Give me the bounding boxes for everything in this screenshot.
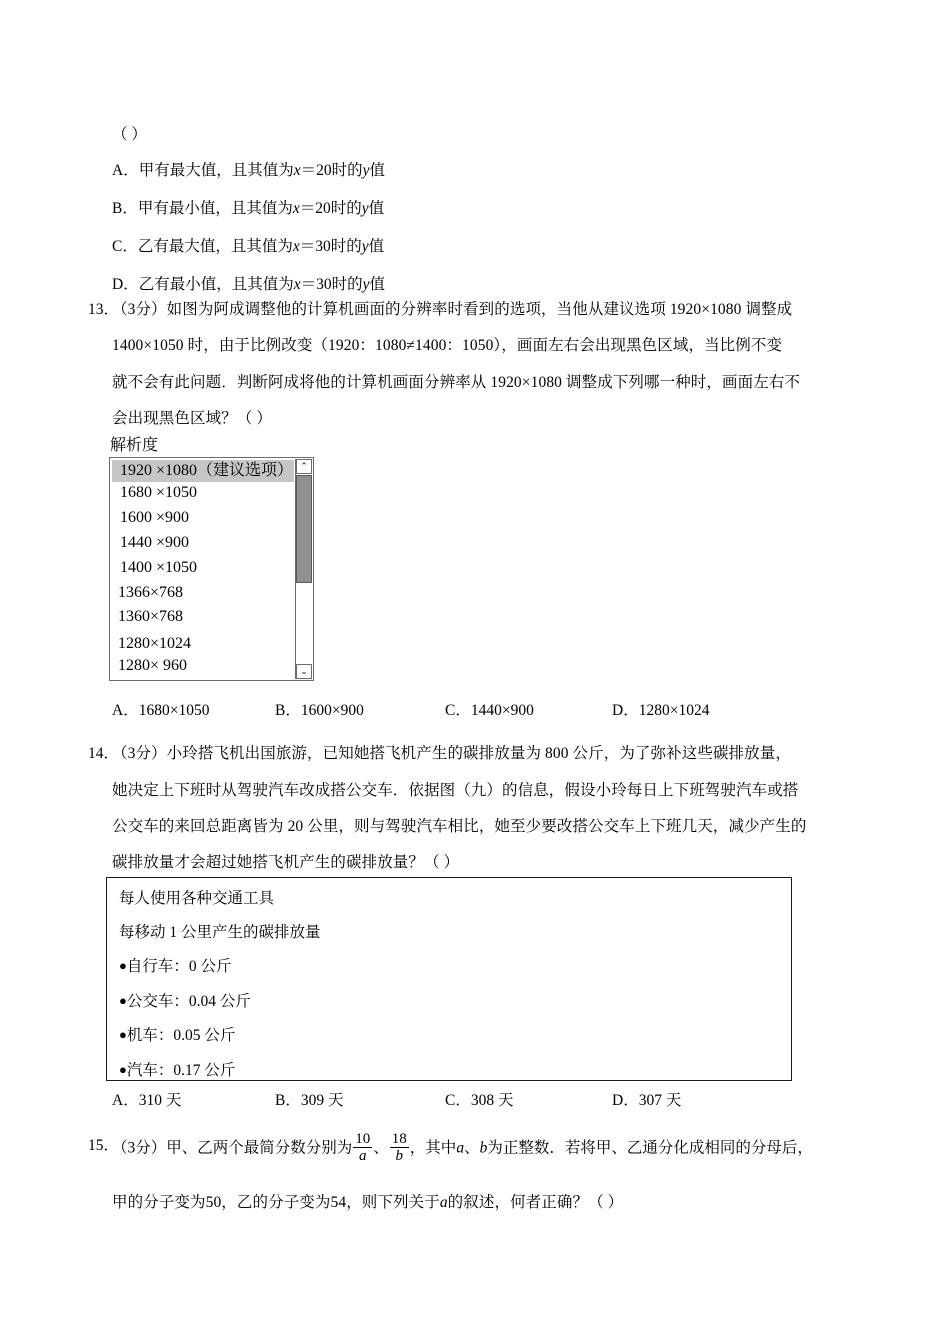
carbon-row-motorcycle-value: 0.05 公斤 — [173, 1027, 236, 1044]
scroll-up-arrow-icon[interactable]: ⌃ — [296, 459, 312, 474]
carbon-heading-line-2: 每移动 1 公里产生的碳排放量 — [119, 924, 321, 941]
resolution-item-1280x1024[interactable]: 1280×1024 — [118, 635, 192, 652]
q15-points: （3分） — [112, 1139, 167, 1157]
q15-line-1-part-1: 甲、乙两个最简分数分别为 — [166, 1139, 353, 1157]
q12-answer-parenthesis: （ ） — [112, 126, 147, 143]
q13-choice-b-label: B． — [275, 702, 301, 719]
q14-choice-d-text: 307 天 — [638, 1092, 682, 1109]
q14-number: 14． — [88, 745, 120, 762]
fraction-2-denominator: b — [390, 1147, 409, 1164]
scrollbar-thumb[interactable] — [296, 475, 312, 583]
q12-option-c-var-y: y — [361, 238, 369, 255]
carbon-heading-line-1: 每人使用各种交通工具 — [119, 890, 275, 907]
q12-option-c-pre: 乙有最大值，且其值为 — [137, 238, 293, 255]
q12-option-c-mid: ＝30时的 — [299, 238, 362, 255]
resolution-item-1280x960[interactable]: 1280× 960 — [118, 657, 188, 674]
carbon-row-bus-value: 0.04 公斤 — [188, 993, 251, 1010]
q12-option-a-label: A． — [112, 162, 139, 179]
q13-choice-d-label: D． — [612, 702, 639, 719]
q15-var-b: b — [479, 1139, 488, 1157]
q13-choice-d-text: 1280×1024 — [638, 702, 710, 719]
q13-choice-d[interactable] — [612, 698, 709, 720]
q13-line-3: 就不会有此问题．判断阿成将他的计算机画面分辨率从 1920×1080 调整成下列哪一种时，画面左右不 — [112, 374, 800, 391]
carbon-row-bicycle-value: 0 公斤 — [188, 958, 232, 975]
q12-option-a-mid: ＝20时的 — [300, 162, 363, 179]
resolution-item-1366x768[interactable]: 1366×768 — [118, 584, 184, 601]
resolution-item-1440x900[interactable]: 1440 ×900 — [120, 534, 190, 551]
q13-line-1 — [112, 300, 792, 320]
resolution-label: 解析度 — [110, 437, 159, 454]
q14-choice-a-label: A． — [112, 1092, 139, 1109]
q15-number: 15． — [88, 1137, 120, 1154]
q13-choice-a[interactable] — [112, 698, 209, 720]
q15-line-2 — [112, 1193, 623, 1213]
q12-option-d-post: 值 — [369, 276, 386, 293]
resolution-item-1360x768[interactable]: 1360×768 — [118, 608, 184, 625]
q13-line-2: 1400×1050 时，由于比例改变（1920：1080≠1400：1050），画面左右会出现黑色区域，当比例不变 — [112, 337, 783, 354]
carbon-row-motorcycle — [119, 1023, 235, 1045]
q12-option-d-pre: 乙有最小值，且其值为 — [138, 276, 294, 293]
carbon-emission-figure — [106, 877, 792, 1081]
resolution-item-1920x1080[interactable]: 1920 ×1080（建议选项） — [112, 460, 294, 482]
q12-option-b-mid: ＝20时的 — [299, 200, 362, 217]
q15-fraction-separator: 、 — [373, 1139, 389, 1157]
q14-choice-a[interactable] — [112, 1088, 181, 1110]
q12-option-d-var-x: x — [293, 276, 301, 293]
q15-line-1 — [112, 1133, 813, 1165]
q13-choice-a-label: A． — [112, 702, 139, 719]
q15-line-2-part-1: 甲的分子变为50，乙的分子变为54，则下列关于 — [112, 1194, 440, 1211]
bullet-icon: ● — [119, 1027, 127, 1042]
q13-choice-c-text: 1440×900 — [470, 702, 534, 719]
q12-option-a-pre: 甲有最大值，且其值为 — [138, 162, 294, 179]
q12-option-b-label: B． — [112, 200, 138, 217]
q13-choice-b[interactable] — [275, 698, 364, 720]
q12-option-b-post: 值 — [368, 200, 385, 217]
q14-choice-b-label: B． — [275, 1092, 301, 1109]
q14-line-3: 公交车的来回总距离皆为 20 公里，则与驾驶汽车相比，她至少要改搭公交车上下班几天，减少产生的 — [112, 818, 807, 835]
carbon-row-bus — [119, 989, 251, 1011]
q12-option-c-post: 值 — [368, 238, 385, 255]
carbon-row-bicycle — [119, 954, 232, 976]
bullet-icon: ● — [119, 958, 127, 973]
q14-choice-c-text: 308 天 — [470, 1092, 514, 1109]
q12-option-b-var-y: y — [361, 200, 369, 217]
q14-choice-d-label: D． — [612, 1092, 639, 1109]
q12-option-a-post: 值 — [369, 162, 386, 179]
q12-option-d-mid: ＝30时的 — [300, 276, 363, 293]
q12-option-b-pre: 甲有最小值，且其值为 — [137, 200, 293, 217]
fraction-10-over-a — [353, 1132, 372, 1164]
bullet-icon: ● — [119, 1062, 127, 1077]
q12-option-d[interactable] — [112, 272, 385, 294]
carbon-row-car-value: 0.17 公斤 — [173, 1062, 236, 1079]
carbon-row-bus-name: 公交车： — [126, 993, 189, 1010]
q13-line-4: 会出现黑色区域？（ ） — [112, 410, 272, 427]
q12-option-b-var-x: x — [292, 200, 300, 217]
q14-points: （3分） — [112, 745, 167, 762]
q13-number: 13． — [88, 301, 120, 318]
q15-line-2-var-a: a — [439, 1194, 448, 1211]
q14-line-1-text: 小玲搭飞机出国旅游，已知她搭飞机产生的碳排放量为 800 公斤，为了弥补这些碳排放量， — [166, 745, 791, 762]
q12-option-c[interactable] — [112, 234, 384, 256]
q15-line-2-part-2: 的叙述，何者正确？（ ） — [447, 1194, 624, 1211]
q14-line-4: 碳排放量才会超过她搭飞机产生的碳排放量？（ ） — [112, 854, 460, 871]
resolution-item-1680x1050[interactable]: 1680 ×1050 — [120, 484, 198, 501]
q15-var-a: a — [456, 1139, 465, 1157]
q14-choice-a-text: 310 天 — [138, 1092, 182, 1109]
q12-option-c-label: C． — [112, 238, 138, 255]
q13-choice-c[interactable] — [445, 698, 534, 720]
q13-choice-a-text: 1680×1050 — [138, 702, 210, 719]
fraction-18-over-b — [390, 1132, 409, 1164]
q13-choice-b-text: 1600×900 — [300, 702, 364, 719]
q12-option-a-var-x: x — [293, 162, 301, 179]
bullet-icon: ● — [119, 993, 127, 1008]
q12-option-a-var-y: y — [362, 162, 370, 179]
fraction-2-numerator: 18 — [391, 1131, 407, 1147]
resolution-listbox[interactable] — [109, 457, 314, 681]
q15-var-dot: 、 — [464, 1139, 480, 1157]
q14-choice-d[interactable] — [612, 1088, 681, 1110]
q13-choice-c-label: C． — [445, 702, 471, 719]
q14-line-1 — [112, 744, 791, 764]
q14-choice-c-label: C． — [445, 1092, 471, 1109]
fraction-1-denominator: a — [353, 1147, 372, 1164]
q12-option-c-var-x: x — [292, 238, 300, 255]
q14-choice-c[interactable] — [445, 1088, 513, 1110]
carbon-row-bicycle-name: 自行车： — [126, 958, 189, 975]
q15-line-1-part-3: 为正整数．若将甲、乙通分化成相同的分母后， — [487, 1139, 813, 1157]
q12-option-b[interactable] — [112, 196, 384, 218]
scroll-down-arrow-icon[interactable]: ⌄ — [296, 664, 312, 679]
fraction-1-numerator: 10 — [355, 1131, 371, 1147]
carbon-row-car — [119, 1058, 235, 1080]
q12-option-d-var-y: y — [362, 276, 370, 293]
q14-choice-b-text: 309 天 — [300, 1092, 344, 1109]
carbon-row-car-name: 汽车： — [126, 1062, 174, 1079]
resolution-scrollbar[interactable] — [295, 459, 312, 679]
q12-option-a[interactable] — [112, 158, 385, 180]
q12-option-d-label: D． — [112, 276, 139, 293]
carbon-row-motorcycle-name: 机车： — [126, 1027, 174, 1044]
resolution-listbox-items — [112, 460, 294, 678]
q13-line-1-text: 如图为阿成调整他的计算机画面的分辨率时看到的选项，当他从建议选项 1920×1080 调整成 — [166, 301, 793, 318]
q13-points: （3分） — [112, 301, 167, 318]
resolution-item-1400x1050[interactable]: 1400 ×1050 — [120, 559, 198, 576]
q15-line-1-part-2: ，其中 — [409, 1139, 457, 1157]
resolution-item-1600x900[interactable]: 1600 ×900 — [120, 509, 190, 526]
q14-choice-b[interactable] — [275, 1088, 343, 1110]
q14-line-2: 她决定上下班时从驾驶汽车改成搭公交车．依据图（九）的信息，假设小玲每日上下班驾驶汽车或搭 — [112, 782, 799, 799]
